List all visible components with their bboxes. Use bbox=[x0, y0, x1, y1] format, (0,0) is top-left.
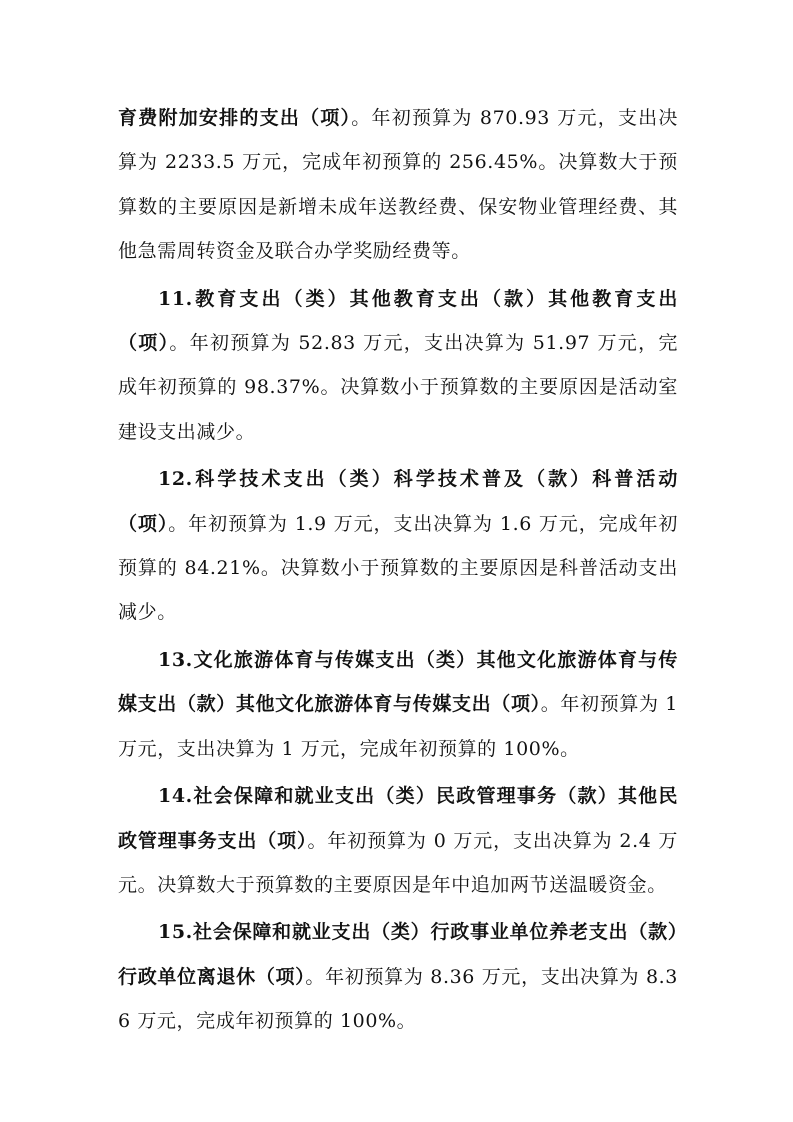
paragraph-heading: 11.教育支出（类）其他教育支出（款）其他教育支出（项） bbox=[118, 287, 678, 355]
paragraph-item-11 bbox=[118, 277, 678, 455]
paragraph-item-12 bbox=[118, 457, 678, 635]
paragraph-continuation bbox=[118, 96, 678, 274]
paragraph-heading: 12.科学技术支出（类）科学技术普及（款）科普活动（项） bbox=[118, 468, 678, 535]
paragraph-item-14 bbox=[118, 774, 678, 907]
paragraph-heading: 14.社会保障和就业支出（类）民政管理事务（款）其他民政管理事务支出（项） bbox=[118, 785, 678, 852]
document-body bbox=[118, 96, 678, 1047]
paragraph-heading: 育费附加安排的支出（项） bbox=[118, 107, 352, 129]
paragraph-text: 。年初预算为 0 万元，支出决算为 2.4 万元。决算数大于预算数的主要原因是年中追加两节送温暖资金。 bbox=[118, 829, 678, 896]
paragraph-text: 。年初预算为 1 万元，支出决算为 1 万元，完成年初预算的 100%。 bbox=[118, 693, 678, 760]
paragraph-item-13 bbox=[118, 638, 678, 771]
paragraph-heading: 13.文化旅游体育与传媒支出（类）其他文化旅游体育与传媒支出（款）其他文化旅游体育与传媒支出（项） bbox=[118, 648, 678, 716]
paragraph-item-15 bbox=[118, 910, 678, 1043]
paragraph-text: 。年初预算为 1.9 万元，支出决算为 1.6 万元，完成年初预算的 84.21%。决算数小于预算数的主要原因是科普活动支出减少。 bbox=[118, 512, 678, 624]
paragraph-text: 。年初预算为 8.36 万元，支出决算为 8.36 万元，完成年初预算的 100%。 bbox=[118, 965, 678, 1033]
paragraph-text: 。年初预算为 52.83 万元，支出决算为 51.97 万元，完成年初预算的 98.37%。决算数小于预算数的主要原因是活动室建设支出减少。 bbox=[118, 332, 678, 443]
paragraph-text: 。年初预算为 870.93 万元，支出决算为 2233.5 万元，完成年初预算的 256.45%。决算数大于预算数的主要原因是新增未成年送教经费、保安物业管理经费、其他急需周转资金及联合办学奖励经费等。 bbox=[118, 107, 679, 263]
paragraph-heading: 15.社会保障和就业支出（类）行政事业单位养老支出（款）行政单位离退休（项） bbox=[118, 921, 678, 988]
